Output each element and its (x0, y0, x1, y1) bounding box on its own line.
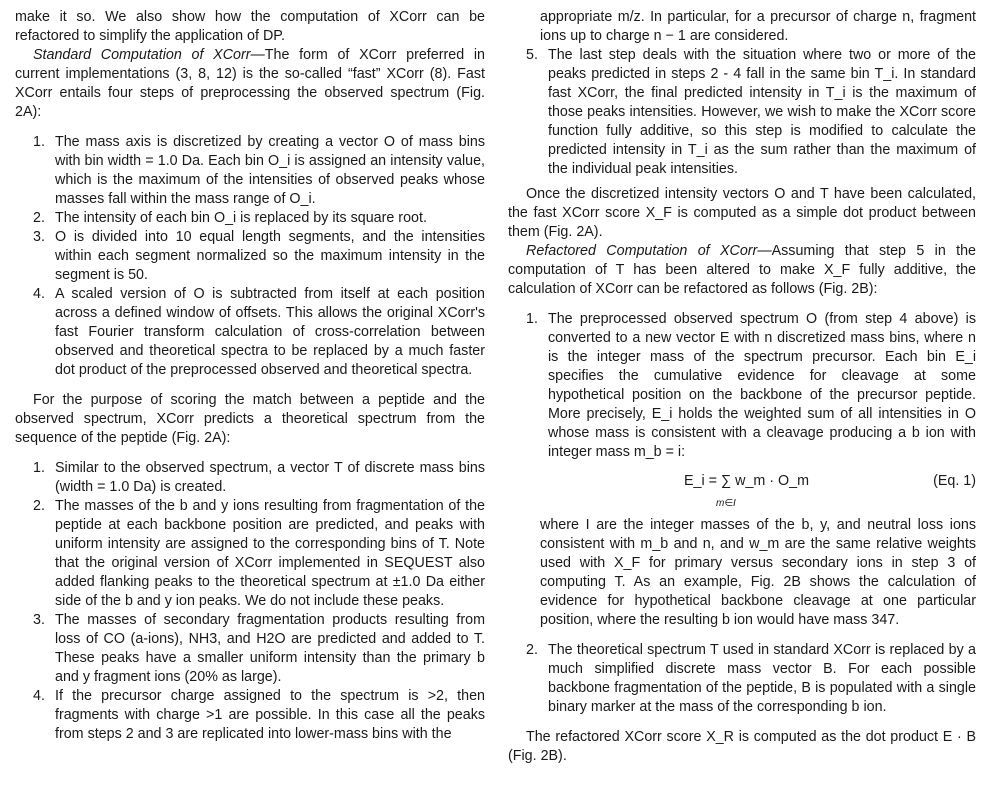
equation-label: (Eq. 1) (933, 473, 976, 489)
list-item: 1. The mass axis is discretized by creating a vector O of mass bins with bin width = 1.0 Da. Each bin O_i is assigned an intensity value, which is the maximum of the intensities of observed peaks whose masses fall within the mass range of O_i. (33, 134, 485, 207)
list-item: 3. The masses of secondary fragmentation products resulting from loss of CO (a-ions), NH3, and H2O are predicted and added to T. These peaks have a smaller uniform intensity than the primary b and y fragment ions (20% as large). (33, 612, 485, 685)
list-item: 1. Similar to the observed spectrum, a vector T of discrete mass bins (width = 1.0 Da) is created. (33, 460, 485, 495)
step4-continuation: appropriate m/z. In particular, for a precursor of charge n, fragment ions up to charge n − 1 are considered. (540, 9, 976, 44)
refactored-steps-list-2 (508, 641, 976, 717)
list-item: 5. The last step deals with the situation where two or more of the peaks predicted in steps 2 - 4 fall in the same bin T_i. In standard fast XCorr, the final predicted intensity in T_i is the maximum of those peaks intensities. However, we wish to make the XCorr score function fully additive, so this step is modified to calculate the predicted intensity in T_i as the sum rather than the maximum of the individual peak intensities. (526, 47, 976, 177)
standard-computation-paragraph (15, 46, 485, 122)
purpose-paragraph: For the purpose of scoring the match between a peptide and the observed spectrum, XCorr predicts a theoretical spectrum from the sequence of the peptide (Fig. 2A): (15, 392, 485, 446)
list-item: 4. If the precursor charge assigned to the spectrum is >2, then fragments with charge >1 are possible. In this case all the peaks from steps 2 and 3 are replicated into lower-mass bins with the (33, 688, 485, 742)
once-paragraph: Once the discretized intensity vectors O and T have been calculated, the fast XCorr score X_F is computed as a simple dot product between them (Fig. 2A). (508, 186, 976, 240)
refactored-heading: Refactored Computation of XCorr— (526, 243, 772, 259)
list-item: 4. A scaled version of O is subtracted from itself at each position across a defined window of offsets. This allows the original XCorr's fast Fourier transform calculation of cross-correlation between observed and theoretical spectra to be replaced by a much faster dot product of the preprocessed observed and theoretical spectra. (33, 286, 485, 378)
list-item: 1. The preprocessed observed spectrum O (from step 4 above) is converted to a new vector E with n discretized mass bins, where n is the integer mass of the spectrum precursor. Each bin E_i specifies the cumulative evidence for cleavage at some hypothetical position on the backbone of the precursor peptide. More precisely, E_i holds the weighted sum of all intensities in O whose mass is consistent with a cleavage producing a b ion with integer mass m_b = i: (526, 311, 976, 460)
list-item: 3. O is divided into 10 equal length segments, and the intensities within each segment normalized so the maximum intensity in the segment is 50. (33, 229, 485, 283)
refactored-paragraph (508, 242, 976, 299)
intro-paragraph: make it so. We also show how the computation of XCorr can be refactored to simplify the application of DP. (15, 9, 485, 44)
left-column (15, 8, 485, 744)
where-paragraph: where I are the integer masses of the b, y, and neutral loss ions consistent with m_b and n, and w_m are the same relative weights used with X_F for primary versus secondary ions in step 3 of computing T. As an example, Fig. 2B shows the calculation of evidence for hypothetical backbone cleavage at one particular position, where the resulting b ion would have mass 347. (540, 517, 976, 628)
equation-1 (508, 468, 976, 516)
final-paragraph: The refactored XCorr score X_R is computed as the dot product E · B (Fig. 2B). (508, 729, 976, 764)
refactored-text: Assuming that step 5 in the computation of T has been altered to make X_F fully additive, the calculation of XCorr can be refactored as follows (Fig. 2B): (508, 243, 976, 297)
observed-steps-list (15, 133, 485, 380)
equation-body: E_i = ∑ w_m · O_m (684, 473, 809, 489)
theoretical-steps-list (15, 459, 485, 744)
refactored-steps-list (508, 310, 976, 462)
step5-list (508, 46, 976, 179)
list-item: 2. The masses of the b and y ions resulting from fragmentation of the peptide at each backbone position are predicted, and peaks with uniform intensity are assigned to the corresponding bins of T. Note that the original version of XCorr implemented in SEQUEST also added flanking peaks to the theoretical spectrum at ±1.0 Da either side of the b and y ion peaks. We do not include these peaks. (33, 498, 485, 609)
list-item: 2. The intensity of each bin O_i is replaced by its square root. (33, 210, 427, 226)
equation-subscript: m∈I (716, 498, 736, 509)
list-item: 2. The theoretical spectrum T used in standard XCorr is replaced by a much simplified discrete mass vector B. For each possible backbone fragmentation of the peptide, B is populated with a single binary marker at the mass of the corresponding b ion. (526, 642, 976, 715)
standard-text: The form of XCorr preferred in current implementations (3, 8, 12) is the so-called “fast” XCorr (8). Fast XCorr entails four steps of preprocessing the observed spectrum (Fig. 2A): (15, 47, 485, 120)
right-column (508, 8, 976, 766)
standard-heading: Standard Computation of XCorr— (33, 47, 265, 63)
